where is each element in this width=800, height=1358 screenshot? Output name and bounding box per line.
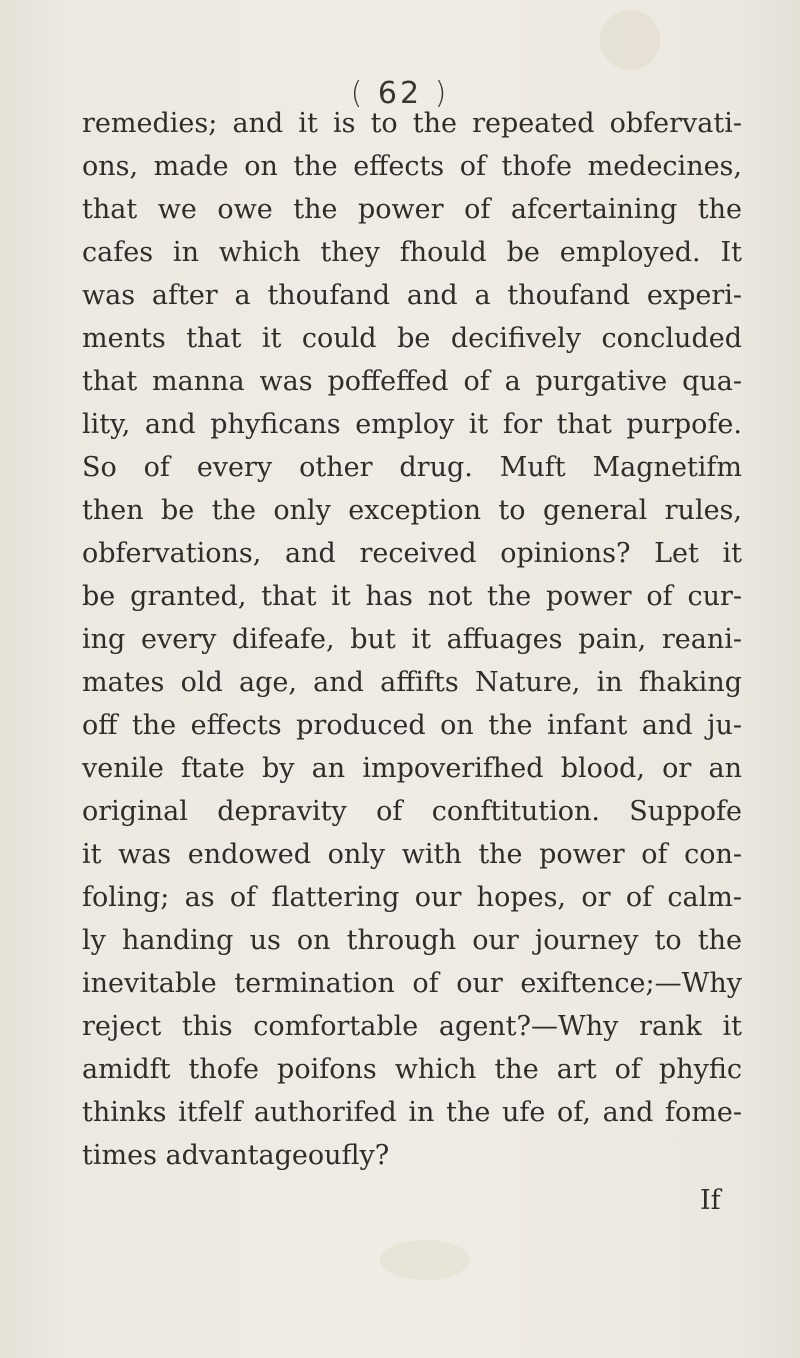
- text-line: that manna was poffeffed of a purgative qua-: [82, 366, 742, 397]
- text-line: times advantageoufly?: [82, 1140, 390, 1171]
- page-number-close-paren: ): [434, 76, 450, 111]
- text-line: cafes in which they fhould be employed. It: [82, 237, 742, 268]
- text-line: lity, and phyficans employ it for that purpofe.: [82, 409, 742, 440]
- paper-stain: [600, 10, 660, 70]
- text-line: inevitable termination of our exiftence;—Why: [82, 968, 742, 999]
- body-text: [82, 102, 742, 1177]
- text-line: mates old age, and affifts Nature, in fhaking: [82, 667, 742, 698]
- text-line: off the effects produced on the infant and ju-: [82, 710, 742, 741]
- text-line: obfervations, and received opinions? Let it: [82, 538, 742, 569]
- text-line: So of every other drug. Muft Magnetifm: [82, 452, 742, 483]
- text-line: reject this comfortable agent?—Why rank it: [82, 1011, 742, 1042]
- text-line: ing every difeafe, but it affuages pain, reani-: [82, 624, 742, 655]
- text-line: venile ftate by an impoverifhed blood, or an: [82, 753, 742, 784]
- text-line: ments that it could be decifively concluded: [82, 323, 742, 354]
- paper-stain: [380, 1240, 470, 1280]
- page-number-value: 62: [377, 76, 423, 111]
- text-line: amidft thofe poifons which the art of phyfic: [82, 1054, 742, 1085]
- text-line: that we owe the power of afcertaining the: [82, 194, 742, 225]
- text-line: foling; as of flattering our hopes, or of calm-: [82, 882, 742, 913]
- text-line: was after a thoufand and a thoufand experi-: [82, 280, 742, 311]
- text-line: it was endowed only with the power of con-: [82, 839, 742, 870]
- text-line: thinks itfelf authorifed in the ufe of, and fome-: [82, 1097, 742, 1128]
- catchword: If: [700, 1185, 721, 1216]
- text-line: ons, made on the effects of thofe medecines,: [82, 151, 742, 182]
- text-line: be granted, that it has not the power of cur-: [82, 581, 742, 612]
- text-line: remedies; and it is to the repeated obfervati-: [82, 108, 742, 139]
- text-line: original depravity of conftitution. Suppofe: [82, 796, 742, 827]
- page-number-open-paren: (: [350, 76, 366, 111]
- text-line: then be the only exception to general rules,: [82, 495, 742, 526]
- text-line: ly handing us on through our journey to the: [82, 925, 742, 956]
